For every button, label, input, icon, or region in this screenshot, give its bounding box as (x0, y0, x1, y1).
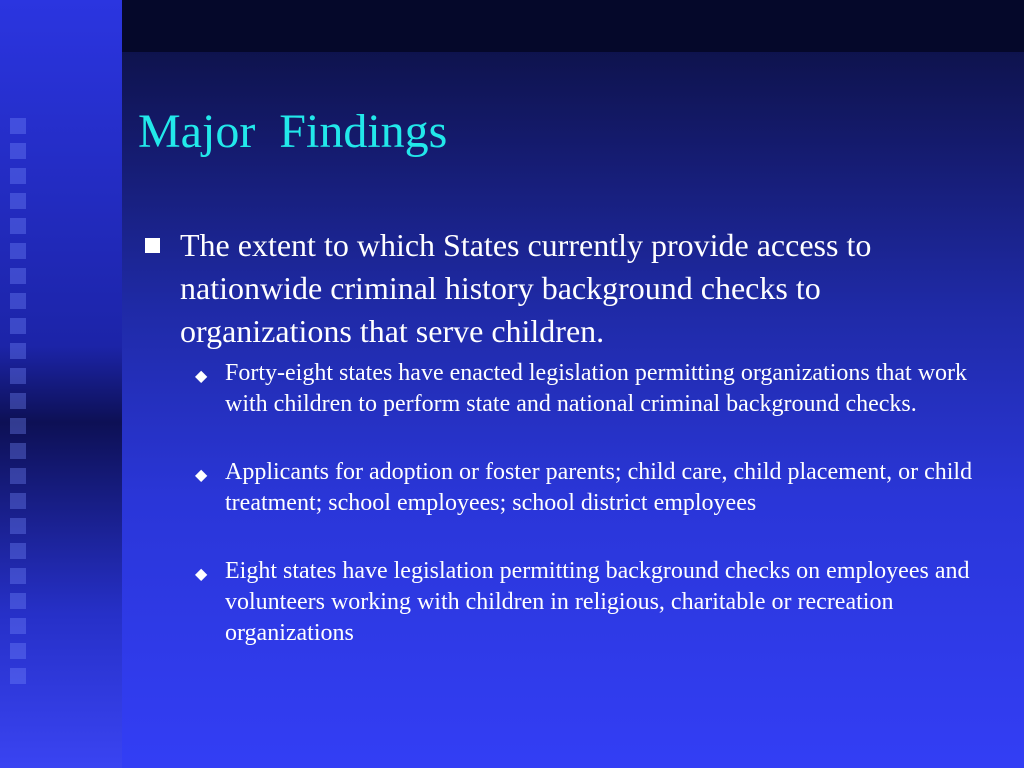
square-bullet-icon (145, 238, 160, 253)
main-bullet-text: The extent to which States currently provide access to nationwide criminal history background checks to organizations that serve children. (180, 227, 872, 349)
diamond-bullet-icon: ◆ (195, 564, 208, 583)
diamond-bullet-icon: ◆ (195, 465, 208, 484)
sub-bullet-1: Forty-eight states have enacted legislation permitting organizations that work with children to perform state and national criminal background checks. (225, 360, 968, 417)
slide-title: Major Findings (138, 105, 448, 158)
sub-bullet-2: Applicants for adoption or foster parents; child care, child placement, or child treatment; school employees; school district employees (225, 459, 973, 516)
diamond-bullet-icon: ◆ (195, 366, 208, 385)
sub-bullet-3: Eight states have legislation permitting background checks on employees and volunteers working with children in religious, charitable or recreation organizations (225, 558, 970, 646)
